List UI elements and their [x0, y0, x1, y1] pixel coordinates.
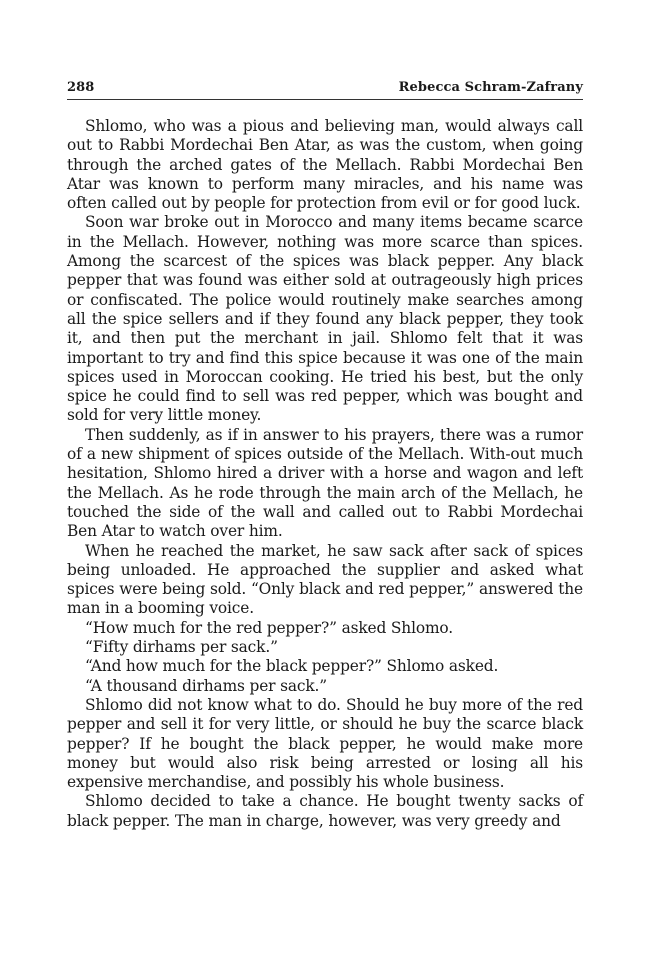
paragraph: Soon war broke out in Morocco and many items became scarce in the Mellach. However, nothing was more scarce than spices. Among the scarcest of the spices was black pepper. Any black pepper that was found was either sold at outrageously high prices or confiscated. The police would routinely make searches among all the spice sellers and if they found any black pepper, they took it, and then put the merchant in jail. Shlomo felt that it was important to try and find this spice because it was one of the main spices used in Moroccan cooking. He tried his best, but the only spice he could find to sell was red pepper, which was bought and sold for very little money. — [67, 213, 583, 425]
paragraph: Then suddenly, as if in answer to his prayers, there was a rumor of a new shipment of spices outside of the Mellach. With-out much hesitation, Shlomo hired a driver with a horse and wagon and left the Mellach. As he rode through the main arch of the Mellach, he touched the side of the wall and called out to Rabbi Mordechai Ben Atar to watch over him. — [67, 425, 583, 541]
paragraph: When he reached the market, he saw sack after sack of spices being unloaded. He approached the supplier and asked what spices were being sold. “Only black and red pepper,” answered the man in a booming voice. — [67, 541, 583, 618]
running-head — [67, 80, 583, 100]
paragraph: Shlomo, who was a pious and believing man, would always call out to Rabbi Mordechai Ben Atar, as was the custom, when going through the arched gates of the Mellach. Rabbi Mordechai Ben Atar was known to perform many miracles, and his name was often called out by people for protection from evil or for good luck. — [67, 117, 583, 213]
body-text — [67, 117, 583, 831]
paragraph: “And how much for the black pepper?” Shlomo asked. — [85, 657, 499, 676]
page-number: 288 — [67, 80, 95, 95]
paragraph: “How much for the red pepper?” asked Shlomo. — [85, 618, 453, 637]
paragraph: “Fifty dirhams per sack.” — [85, 638, 278, 657]
paragraph: “A thousand dirhams per sack.” — [85, 676, 327, 695]
paragraph: Shlomo decided to take a chance. He bought twenty sacks of black pepper. The man in charge, however, was very greedy and — [67, 792, 583, 830]
running-title: Rebecca Schram-Zafrany — [398, 80, 583, 95]
paragraph: Shlomo did not know what to do. Should he buy more of the red pepper and sell it for very little, or should he buy the scarce black pepper? If he bought the black pepper, he would make more money but would also risk being arrested or losing all his expensive merchandise, and possibly his whole business. — [67, 695, 583, 792]
book-page — [67, 80, 583, 831]
